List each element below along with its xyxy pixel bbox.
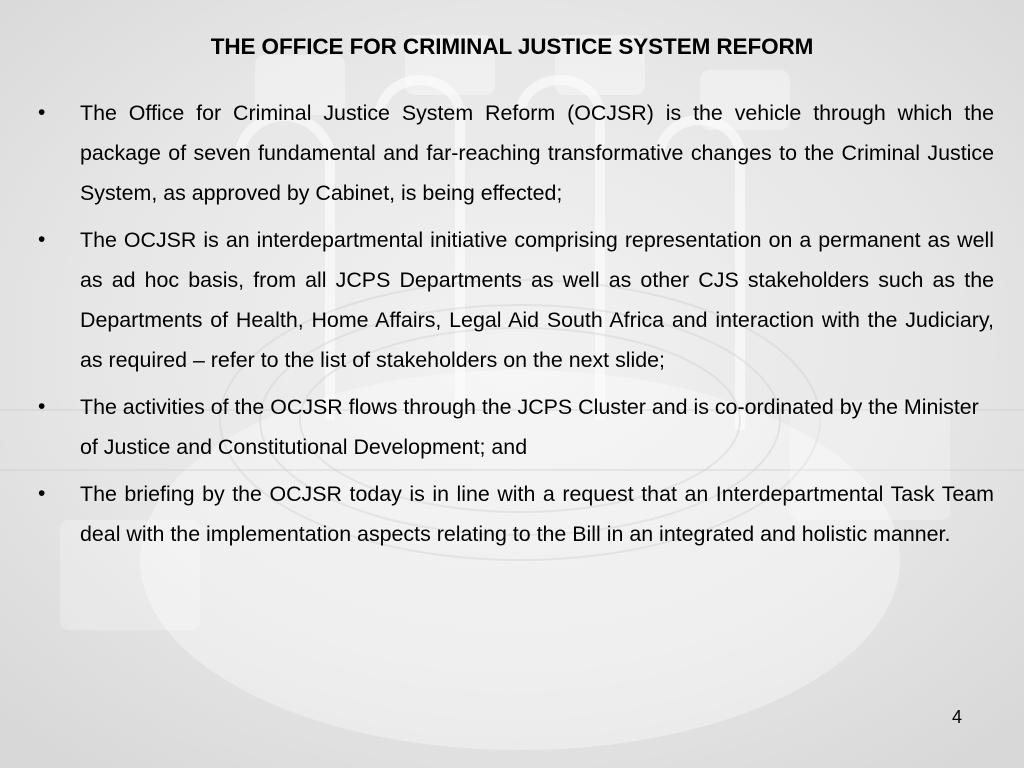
bullet-marker: • [38, 482, 46, 505]
bullet-list [30, 93, 994, 561]
bullet-marker: • [38, 395, 46, 418]
page-number: 4 [951, 707, 962, 727]
bullet-item [30, 474, 994, 554]
bullet-text: The activities of the OCJSR flows through the JCPS Cluster and is co-ordinated by the Minister of Justice and Constitutional Development; and [80, 395, 979, 459]
bullet-marker: • [38, 101, 46, 124]
slide-title: THE OFFICE FOR CRIMINAL JUSTICE SYSTEM REFORM [210, 34, 814, 59]
bullet-marker: • [38, 228, 46, 251]
bullet-text: The Office for Criminal Justice System Reform (OCJSR) is the vehicle through which the package of seven fundamental and far-reaching transformative changes to the Criminal Justice System, as approved by Cabinet, is being effected; [80, 101, 994, 205]
bullet-item [30, 220, 994, 380]
bullet-text: The briefing by the OCJSR today is in line with a request that an Interdepartmental Task Team deal with the implementation aspects relating to the Bill in an integrated and holistic manner. [80, 482, 994, 546]
bullet-item [30, 387, 994, 467]
bullet-item [30, 93, 994, 213]
bullet-text: The OCJSR is an interdepartmental initiative comprising representation on a permanent as well as ad hoc basis, from all JCPS Departments as well as other CJS stakeholders such as the Departments of Health, Home Affairs, Legal Aid South Africa and interaction with the Judiciary, as required – refer to the list of stakeholders on the next slide; [80, 228, 994, 372]
